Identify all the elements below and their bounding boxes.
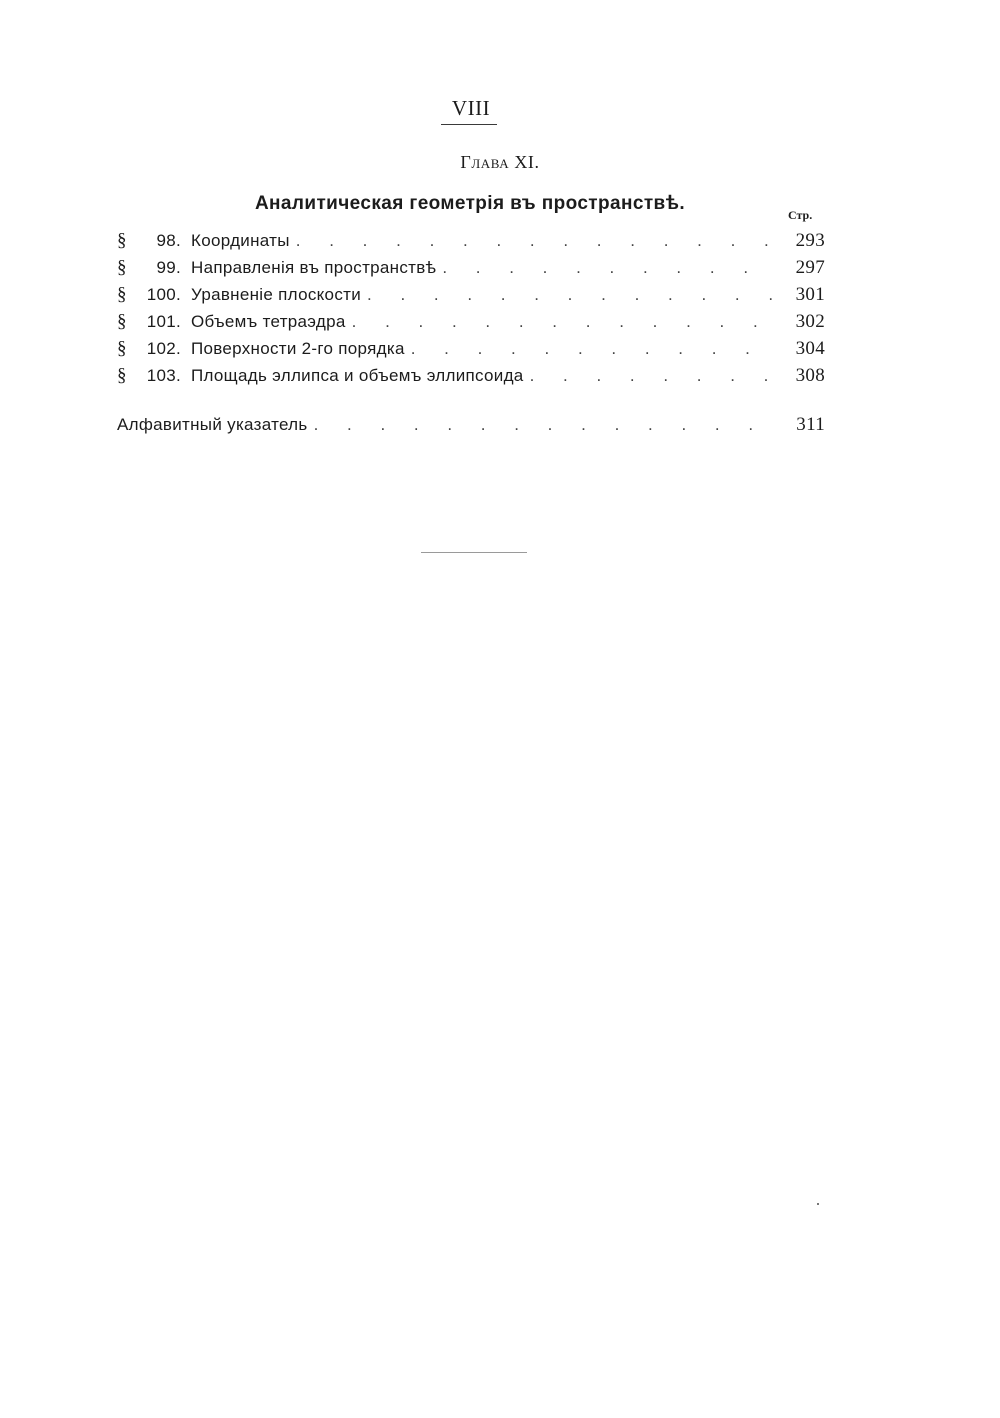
section-sign: §	[117, 230, 127, 251]
dot-leader	[314, 415, 775, 435]
index-row	[117, 414, 825, 441]
entry-page: 304	[795, 338, 825, 359]
entry-title: Направленія въ пространствѣ	[191, 258, 437, 277]
end-rule	[421, 552, 527, 553]
index-entry[interactable]	[117, 414, 825, 441]
section-number: 100.	[146, 285, 181, 304]
toc-entry[interactable]	[117, 284, 825, 311]
section-sign: §	[117, 311, 127, 332]
entry-page: 302	[795, 311, 825, 332]
index-page: 311	[796, 414, 825, 435]
section-sign: §	[117, 284, 127, 305]
page-column-header: Стр.	[788, 208, 813, 222]
table-of-contents	[117, 230, 825, 392]
dot-leader	[352, 312, 775, 332]
entry-page: 297	[795, 257, 825, 278]
toc-entry[interactable]	[117, 338, 825, 365]
entry-title: Уравненіе плоскости	[191, 285, 361, 304]
chapter-label: Глава XI.	[460, 152, 540, 172]
index-title: Алфавитный указатель	[117, 415, 308, 434]
entry-page: 293	[795, 230, 825, 251]
page-number-underline	[441, 124, 497, 125]
section-number: 98.	[156, 231, 181, 250]
entry-title: Площадь эллипса и объемъ эллипсоида	[191, 366, 524, 385]
toc-entry[interactable]	[117, 365, 825, 392]
page-number: VIII	[451, 96, 491, 120]
section-sign: §	[117, 338, 127, 359]
dot-leader	[411, 339, 775, 359]
entry-title: Объемъ тетраэдра	[191, 312, 346, 331]
toc-entry[interactable]	[117, 230, 825, 257]
entry-title: Координаты	[191, 231, 290, 250]
toc-entry[interactable]	[117, 311, 825, 338]
entry-page: 308	[795, 365, 825, 386]
section-number: 102.	[146, 339, 181, 358]
section-sign: §	[117, 257, 127, 278]
entry-page: 301	[795, 284, 825, 305]
scan-speck	[817, 1203, 819, 1205]
dot-leader	[530, 366, 775, 386]
toc-entry[interactable]	[117, 257, 825, 284]
section-number: 99.	[156, 258, 181, 277]
entry-title: Поверхности 2-го порядка	[191, 339, 405, 358]
dot-leader	[442, 258, 775, 278]
section-number: 101.	[146, 312, 181, 331]
section-number: 103.	[146, 366, 181, 385]
section-sign: §	[117, 365, 127, 386]
chapter-title: Аналитическая геометрія въ пространствѣ.	[254, 193, 686, 214]
dot-leader	[367, 285, 775, 305]
dot-leader	[296, 231, 775, 251]
